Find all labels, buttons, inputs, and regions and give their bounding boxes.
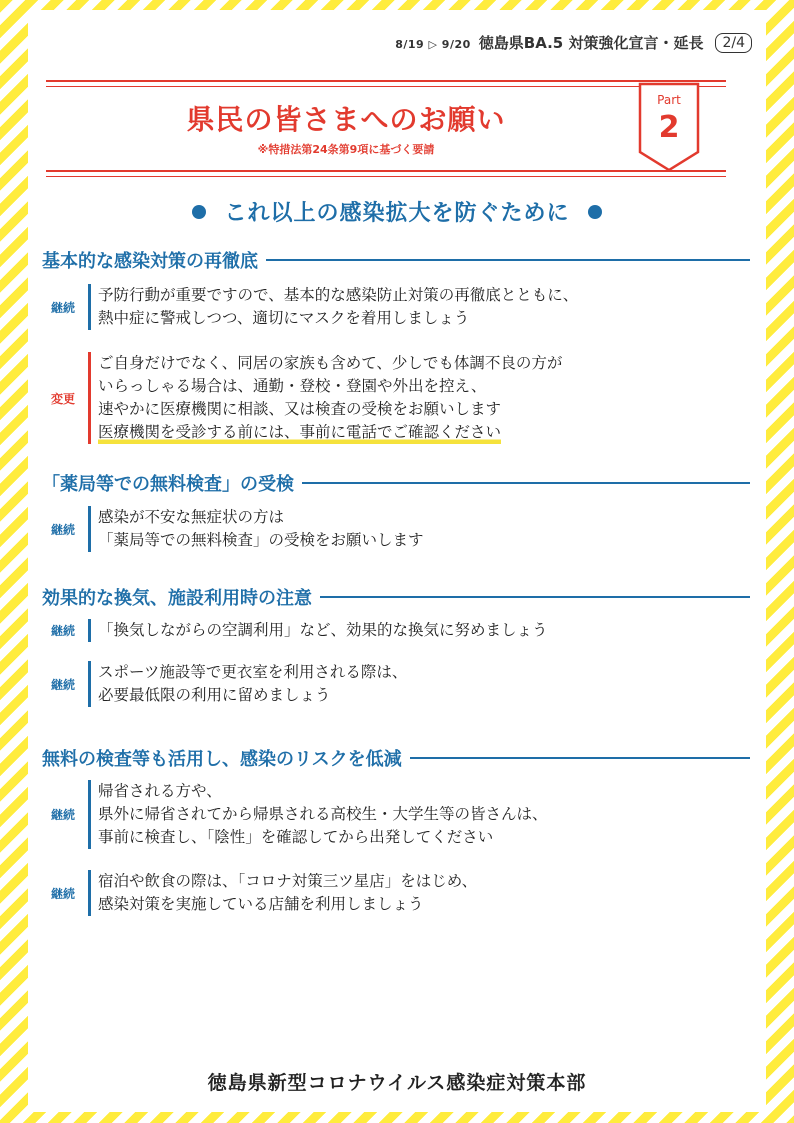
item-bar [88,661,91,707]
item-text [98,870,477,916]
item-bar [88,619,91,642]
list-item [42,619,752,642]
title-rule-bottom [46,170,726,172]
bullet-dot-left [192,205,206,219]
title-rule-top-thin [46,86,726,87]
list-item [42,780,752,849]
heading-rule [302,482,750,484]
item-bar [88,870,91,916]
heading-rule [266,259,750,261]
page-number-badge: 2/4 [715,33,752,53]
item-bar [88,780,91,849]
banner-text: これ以上の感染拡大を防ぐために [224,201,570,226]
item-text [98,780,548,849]
item-text [98,619,548,642]
item-text [98,661,407,707]
status-tag: 継続 [50,624,75,638]
flyer-page [28,10,766,1112]
list-item [42,506,752,552]
list-item [42,284,752,330]
section-heading-text: 無料の検査等も活用し、感染のリスクを低減 [42,749,402,770]
item-bar [88,352,91,444]
list-item [42,352,752,444]
status-tag: 継続 [50,522,75,537]
status-tag: 継続 [50,808,75,822]
item-bar [88,506,91,552]
subtitle: ※特措法第24条第9項に基づく要請 [257,143,435,156]
item-line: 県外に帰省されてから帰県される高校生・大学生等の皆さんは、 [98,805,548,823]
item-line: 宿泊や飲食の際は、「コロナ対策三ツ星店」をはじめ、 [98,872,478,890]
section-heading-text: 基本的な感染対策の再徹底 [42,251,258,272]
section-heading [42,247,750,273]
title-rule-bottom-thin [46,176,726,177]
item-line: 事前に検査し、「陰性」を確認してから出発してください [98,828,494,846]
item-line: 「換気しながらの空調利用」など、効果的な換気に努めましょう [98,621,548,639]
title-rule-top [46,80,726,82]
status-tag: 継続 [50,677,75,692]
heading-rule [410,757,750,759]
section-heading [42,584,750,610]
item-line: スポーツ施設等で更衣室を利用される際は、 [98,663,408,681]
item-line: ご自身だけでなく、同居の家族も含めて、少しでも体調不良の方が [98,354,563,372]
part-label: Part [657,93,681,107]
section-heading [42,745,750,771]
footer-organization: 徳島県新型コロナウイルス感染症対策本部 [207,1072,587,1094]
list-item [42,870,752,916]
bullet-dot-right [588,205,602,219]
part-number: 2 [658,110,680,145]
item-text [98,284,578,330]
item-bar [88,284,91,330]
status-tag: 継続 [50,300,75,315]
header-line [395,32,752,53]
list-item [42,661,752,707]
main-title: 県民の皆さまへのお願い [186,103,506,136]
heading-rule [320,596,750,598]
header-title: 徳島県BA.5 対策強化宣言・延長 [478,34,704,52]
item-line: 予防行動が重要ですので、基本的な感染防止対策の再徹底とともに、 [98,286,579,304]
item-line: 「薬局等での無料検査」の受検をお願いします [98,531,424,549]
date-range: 8/19 ▷ 9/20 [395,38,471,51]
section-heading-text: 「薬局等での無料検査」の受検 [42,474,294,495]
banner [28,196,766,227]
item-text [98,506,424,552]
item-line-highlighted: 医療機関を受診する前には、事前に電話でご確認ください [98,421,501,444]
item-line: 速やかに医療機関に相談、又は検査の受検をお願いします [98,400,502,418]
status-tag: 変更 [50,391,75,406]
item-line: 感染対策を実施している店舗を利用しましょう [98,895,424,913]
section-heading [42,470,750,496]
item-line: いらっしゃる場合は、通勤・登校・登園や外出を控え、 [98,377,487,395]
item-text [98,352,562,444]
item-line: 感染が不安な無症状の方は [98,508,285,526]
status-tag: 継続 [50,886,75,901]
item-line: 熱中症に警戒しつつ、適切にマスクを着用しましょう [98,309,470,327]
item-line: 必要最低限の利用に留めましょう [98,686,331,704]
item-line: 帰省される方や、 [98,782,222,800]
section-heading-text: 効果的な換気、施設利用時の注意 [42,588,312,609]
